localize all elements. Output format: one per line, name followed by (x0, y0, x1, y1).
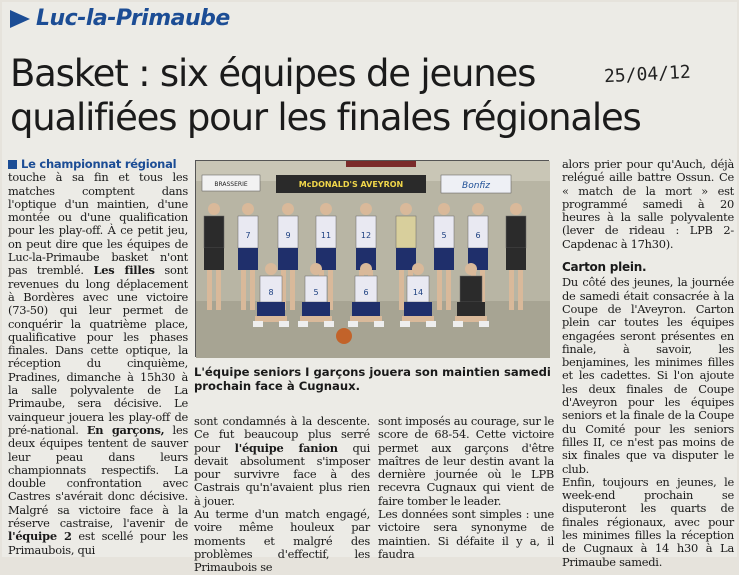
team-photo (195, 160, 549, 357)
paragraph (8, 171, 188, 557)
paragraph (194, 415, 370, 508)
section-heading (8, 158, 188, 171)
sponsor-banner-left (202, 175, 260, 191)
kicker (10, 6, 230, 31)
jersey-number: 8 (268, 288, 274, 297)
jersey-number: 12 (360, 231, 372, 240)
text-run: qui devait absolument s'imposer pour survivre face à des Castrais qu'n'avaient plus rien à jouer. (194, 440, 370, 508)
jersey-number: 5 (441, 231, 447, 240)
paragraph: Au terme d'un match engagé, voire même houleux par moments et malgré des problèmes d'effectif, les Primaubois se (194, 507, 370, 575)
sponsor-banner-right (441, 175, 511, 193)
jersey-number: 7 (245, 231, 251, 240)
paragraph: sont imposés au courage, sur le score de 68-54. Cette victoire permet aux garçons d'être maîtres de leur destin avant la dernière journée où le LPB recevra Cugnaux qui vient de faire tomber le leader. (378, 414, 554, 508)
basketball (336, 328, 352, 344)
bleed-through-text (302, 10, 732, 50)
section-heading-label: Le championnat régional (21, 157, 177, 171)
article-column-2 (194, 415, 370, 575)
banner-left-text: BRASSERIE (214, 181, 248, 188)
bold-run: En garçons, (86, 422, 165, 437)
jersey-number: 6 (475, 231, 481, 240)
banner-center-text: McDONALD'S AVEYRON (298, 180, 404, 189)
paragraph: alors prier pour qu'Auch, déjà relégué aille battre Ossun. Ce « match de la mort » est programmé samedi à 20 heures à la salle polyvalente (lever de rideau : LPB 2-Capdenac à 17h30). (562, 157, 734, 251)
text-run: touche à sa fin et tous les matches comptent dans l'optique d'un maintien, d'une montée ou d'une qualification pour les play-off. À ce petit jeu, on peut dire que les équipes de Luc-la-Primaube basket n'ont pas tremblé. (8, 170, 188, 278)
jersey-number: 11 (320, 231, 332, 240)
team-photo-drawing (196, 161, 550, 358)
headline-line-2: qualifiées pour les finales régionales (10, 96, 641, 139)
jersey-number: 9 (285, 231, 291, 240)
arrow-right-icon (10, 10, 30, 28)
article-column-1 (8, 158, 188, 557)
bold-run: Les filles (93, 263, 155, 278)
banner-right-text: Bonfiz (462, 181, 490, 191)
text-run: sont revenues du long déplacement à Bordères avec une victoire (73-50) qui leur permet de conquérir la quatrième place, qualificative pour les phases finales. Dans cette optique, la réception du cinquième, Pradines, dimanche à 15h30 à la salle polyvalente de La Primaube, sera décisive. Le vainqueur jouera les play-off de pré-national. (8, 263, 188, 437)
article-column-4 (562, 158, 734, 569)
paragraph: Les données sont simples : une victoire sera synonyme de maintien. Si défaite il y a, il faudra (378, 507, 554, 561)
jersey-number: 5 (313, 288, 319, 297)
sponsor-banner-center (276, 175, 426, 193)
bold-run: l'équipe fanion (234, 440, 338, 455)
bold-run: l'équipe 2 (8, 529, 72, 544)
headline-line-1: Basket : six équipes de jeunes (10, 52, 536, 95)
jersey-number: 14 (412, 288, 424, 297)
text-run: est scellé pour les Primaubois, qui (8, 529, 188, 557)
kicker-label: Luc-la-Primaube (36, 6, 230, 31)
paragraph: Du côté des jeunes, la journée de samedi était consacrée à la Coupe de l'Aveyron. Carton plein car toutes les équipes engagées seront présentes en finale, à savoir, les benjamines, les minimes filles et les cadettes. Si l'on ajoute les deux finales de Coupe d'Aveyron pour les équipes seniors et la finale de la Coupe du Comité pour les seniors filles II, ce n'est pas moins de six finales que va disputer le club. (562, 275, 734, 476)
paragraph: Enfin, toujours en jeunes, le week-end prochain se disputeront les quarts de finales régionaux, avec pour les minimes filles la réception de Cugnaux à 14 h30 à La Primaube samedi. (562, 474, 734, 569)
article-column-3 (378, 415, 554, 561)
bullet-square-icon (8, 160, 17, 169)
text-run: sont condamnés à la descente. Ce fut beaucoup plus serré pour (194, 414, 370, 455)
text-run: les deux équipes tentent de sauver leur peau dans leurs championnats respectifs. La double confrontation avec Castres s'avérait donc décisive. Malgré sa victoire face à la réserve castraise, l'avenir de (8, 422, 189, 531)
handwritten-date: 25/04/12 (603, 61, 692, 88)
jersey-number: 6 (363, 288, 369, 297)
subheading: Carton plein. (562, 260, 647, 275)
photo-caption: L'équipe seniors I garçons jouera son maintien samedi prochain face à Cugnaux. (194, 365, 551, 393)
